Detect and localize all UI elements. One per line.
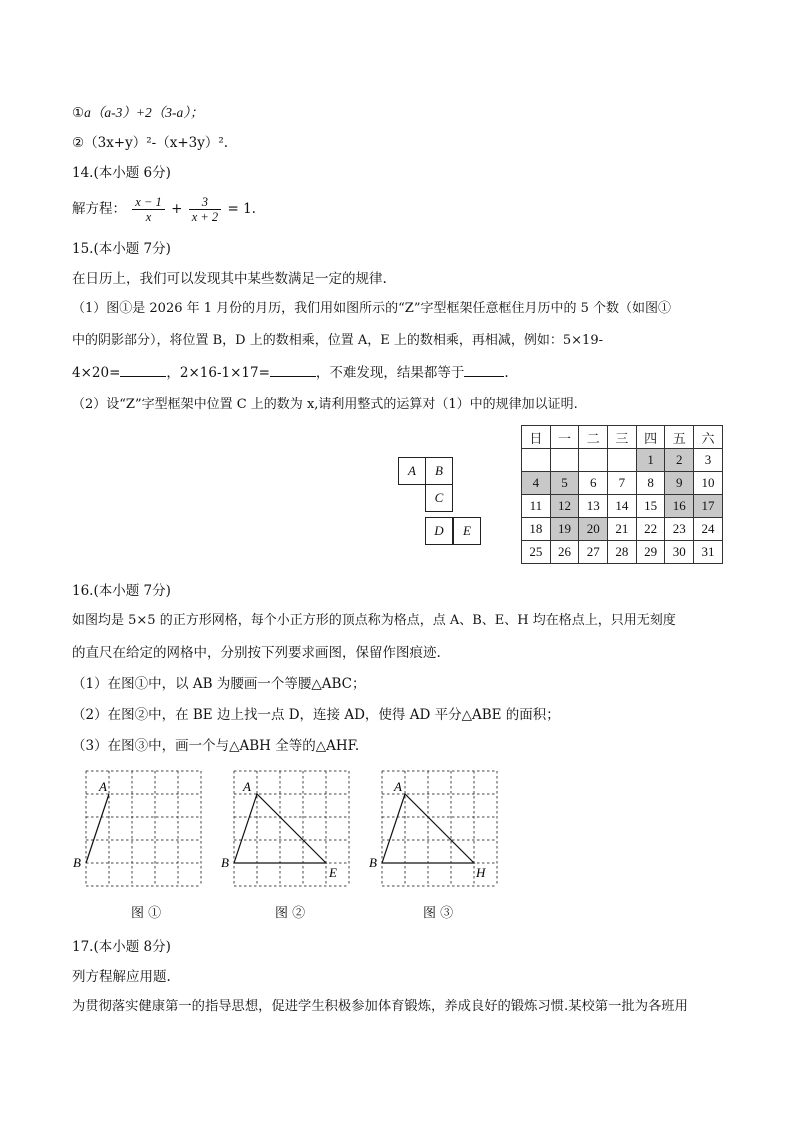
q16-task1: （1）在图①中，以 AB 为腰画一个等腰△ABC； (72, 676, 366, 692)
q15-part1-line1: （1）图①是 2026 年 1 月份的月历，我们用如图所示的“Z”字型框架任意框住月历中的 5 个数（如图① (72, 301, 672, 316)
calendar-week-row (522, 472, 723, 495)
label-a: A (99, 779, 107, 794)
label-b: B (221, 855, 229, 870)
q14-prompt: 解方程： (72, 201, 126, 217)
calendar-day: 18 (522, 518, 551, 541)
calendar-day: 14 (608, 495, 637, 518)
calendar-day: 22 (636, 518, 665, 541)
q13-item-2-expr: （3x+y）²-（x+3y）². (84, 135, 229, 151)
q13-item-1-expr: a（a-3）+2（3-a）； (84, 105, 204, 120)
q16-task3: （3）在图③中，画一个与△ABH 全等的△AHF. (72, 738, 360, 754)
calendar-weekday: 六 (694, 426, 723, 449)
calendar-day: 11 (522, 495, 551, 518)
q14-equation: 解方程： $\frac{x - 1}{x}$ + $\frac{3}{x + 2}$ = 1. (72, 195, 256, 224)
calendar-day: 31 (694, 541, 723, 564)
q15-part1-line3: 4×20= ，2×16-1×17= ，不难发现，结果都等于 . (72, 365, 509, 381)
q17-intro: 列方程解应用题. (72, 969, 171, 985)
calendar-week-row (522, 518, 723, 541)
calendar-day: 15 (636, 495, 665, 518)
calendar-day: 25 (522, 541, 551, 564)
q15-intro: 在日历上，我们可以发现其中某些数满足一定的规律. (72, 271, 387, 287)
calendar-header-row (522, 426, 723, 449)
z-cell-a: A (398, 457, 426, 485)
calendar-week-row (522, 449, 723, 472)
calendar-day (522, 449, 551, 472)
figure-2-caption: 图 ② (275, 906, 306, 921)
label-b: B (73, 855, 81, 870)
calendar-day: 13 (579, 495, 608, 518)
calendar-week-row (522, 541, 723, 564)
q14-fraction-1: $\frac{x - 1}{x}$ (132, 195, 164, 224)
calendar-weekday: 二 (579, 426, 608, 449)
label-a: A (243, 779, 251, 794)
calendar-day: 29 (636, 541, 665, 564)
q13-item-2: ②（3x+y）²-（x+3y）². (72, 135, 229, 151)
calendar-day: 6 (579, 472, 608, 495)
label-b: B (369, 855, 377, 870)
grid-figures (60, 760, 540, 895)
calendar-day: 3 (694, 449, 723, 472)
q15-heading: 15.(本小题 7分) (72, 241, 171, 257)
q14-fraction-2: $\frac{3}{x + 2}$ (189, 195, 221, 224)
calendar-day: 28 (608, 541, 637, 564)
label-a: A (394, 779, 402, 794)
calendar-day: 9 (665, 472, 694, 495)
calendar-day: 1 (636, 449, 665, 472)
calendar-day: 26 (550, 541, 579, 564)
q15-part2: （2）设“Z”字型框架中位置 C 上的数为 x,请利用整式的运算对（1）中的规律加以证明. (72, 397, 578, 412)
segment-ab (86, 794, 109, 863)
calendar-day: 19 (550, 518, 579, 541)
calendar-weekday: 三 (608, 426, 637, 449)
q14-rhs: = 1. (227, 201, 256, 217)
q17-heading: 17.(本小题 8分) (72, 939, 171, 955)
q16-line2: 的直尺在给定的网格中，分别按下列要求画图，保留作图痕迹. (72, 645, 441, 661)
grid-figure-1 (73, 771, 201, 886)
q16-line1: 如图均是 5×5 的正方形网格，每个小正方形的顶点称为格点，点 A、B、E、H 均在格点上，只用无刻度 (72, 613, 676, 628)
calendar-weekday: 四 (636, 426, 665, 449)
calendar-week-row (522, 495, 723, 518)
z-cell-c: C (425, 484, 453, 512)
q13-item-1: ①a（a-3）+2（3-a）； (72, 105, 204, 121)
calendar-day: 5 (550, 472, 579, 495)
grid-figure-3 (369, 771, 497, 886)
label-e: E (329, 865, 337, 880)
q14-heading: 14.(本小题 6分) (72, 165, 171, 181)
figure-3-caption: 图 ③ (423, 906, 454, 921)
calendar-day (608, 449, 637, 472)
answer-blank-2[interactable] (270, 364, 316, 377)
calendar-weekday: 五 (665, 426, 694, 449)
calendar-day: 4 (522, 472, 551, 495)
calendar-weekday: 一 (550, 426, 579, 449)
z-cell-d: D (425, 517, 453, 545)
calendar-weekday: 日 (522, 426, 551, 449)
calendar-day: 12 (550, 495, 579, 518)
answer-blank-3[interactable] (464, 364, 504, 377)
grid-figure-2 (221, 771, 349, 886)
calendar-day: 17 (694, 495, 723, 518)
calendar-day (579, 449, 608, 472)
figure-1-caption: 图 ① (131, 906, 162, 921)
calendar-day: 2 (665, 449, 694, 472)
q17-line1: 为贯彻落实健康第一的指导思想，促进学生积极参加体育锻炼，养成良好的锻炼习惯.某校第一批为各班用 (72, 999, 688, 1014)
q15-part1-line2: 中的阴影部分），将位置 B，D 上的数相乘，位置 A，E 上的数相乘，再相减，例如：5×19- (72, 333, 603, 348)
z-cell-e: E (453, 517, 481, 545)
q16-task2: （2）在图②中，在 BE 边上找一点 D，连接 AD，使得 AD 平分△ABE 的面积； (72, 707, 560, 723)
calendar-day: 8 (636, 472, 665, 495)
label-h: H (476, 865, 486, 880)
calendar-day: 27 (579, 541, 608, 564)
calendar-january-2026 (521, 425, 723, 564)
calendar-day: 10 (694, 472, 723, 495)
calendar-day: 24 (694, 518, 723, 541)
calendar-day: 23 (665, 518, 694, 541)
calendar-day: 7 (608, 472, 637, 495)
calendar-day (550, 449, 579, 472)
calendar-day: 16 (665, 495, 694, 518)
q16-heading: 16.(本小题 7分) (72, 583, 171, 599)
calendar-day: 20 (579, 518, 608, 541)
calendar-day: 21 (608, 518, 637, 541)
calendar-day: 30 (665, 541, 694, 564)
answer-blank-1[interactable] (120, 364, 166, 377)
z-cell-b: B (425, 457, 453, 485)
